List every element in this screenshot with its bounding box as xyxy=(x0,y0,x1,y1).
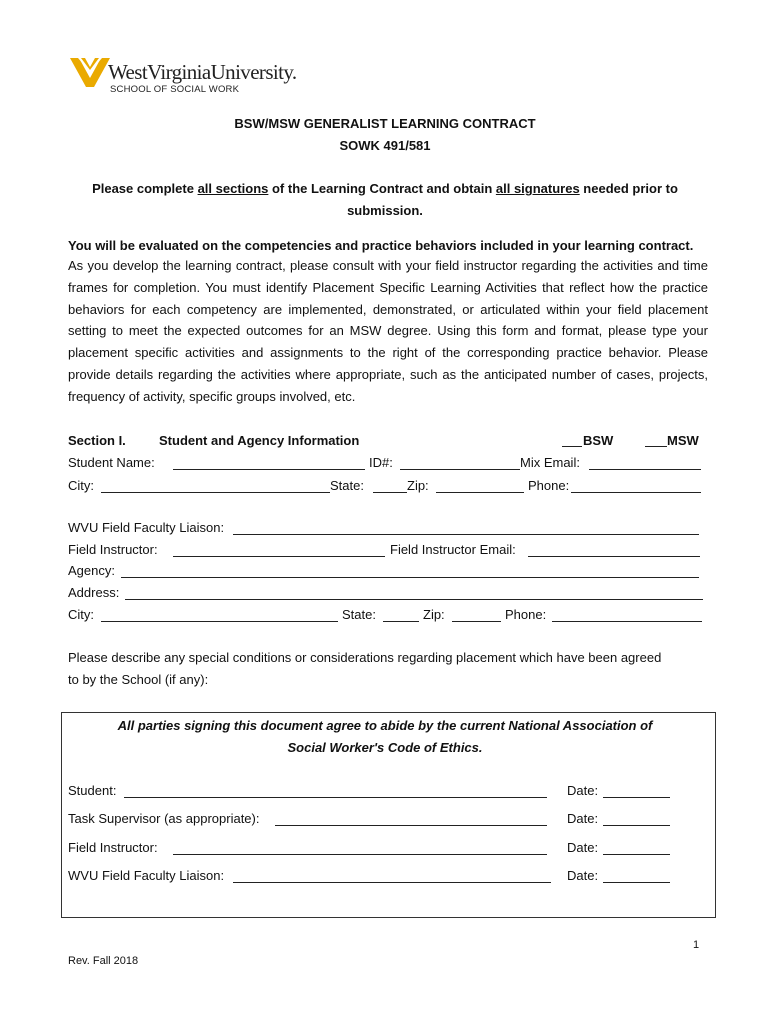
task-supervisor-signature-field[interactable] xyxy=(275,825,547,826)
student-signature-label: Student: xyxy=(68,783,117,798)
field-instructor-field[interactable] xyxy=(173,556,385,557)
agency-field[interactable] xyxy=(121,577,699,578)
field-instructor-date-field[interactable] xyxy=(603,854,670,855)
mix-email-field[interactable] xyxy=(589,469,701,470)
field-instructor-signature-label: Field Instructor: xyxy=(68,840,158,855)
special-conditions-line1: Please describe any special conditions or considerations regarding placement which have been agreed xyxy=(68,650,662,665)
field-instructor-date-label: Date: xyxy=(567,840,599,855)
school-name: SCHOOL OF SOCIAL WORK xyxy=(110,84,240,95)
evaluation-note: You will be evaluated on the competencies and practice behaviors included in your learning contract. xyxy=(68,238,694,253)
agency-state-field[interactable] xyxy=(383,621,419,622)
liaison-label: WVU Field Faculty Liaison: xyxy=(68,520,225,535)
bsw-label: BSW xyxy=(583,433,614,448)
task-supervisor-date-label: Date: xyxy=(567,811,599,826)
ethics-statement-line2: Social Worker's Code of Ethics. xyxy=(287,740,483,755)
special-conditions-line2: to by the School (if any): xyxy=(68,672,209,687)
phone-field[interactable] xyxy=(571,492,701,493)
section-heading: Student and Agency Information xyxy=(159,433,360,448)
agency-state-label: State: xyxy=(342,607,376,622)
liaison-signature-label: WVU Field Faculty Liaison: xyxy=(68,868,225,883)
liaison-date-field[interactable] xyxy=(603,882,670,883)
agency-city-label: City: xyxy=(68,607,94,622)
fi-email-field[interactable] xyxy=(528,556,700,557)
student-date-label: Date: xyxy=(567,783,599,798)
student-name-field[interactable] xyxy=(173,469,365,470)
agency-phone-field[interactable] xyxy=(552,621,702,622)
agency-zip-label: Zip: xyxy=(423,607,445,622)
bsw-checkbox-line[interactable] xyxy=(562,446,582,447)
agency-label: Agency: xyxy=(68,563,115,578)
student-signature-field[interactable] xyxy=(124,797,547,798)
fi-email-label: Field Instructor Email: xyxy=(390,542,516,557)
address-label: Address: xyxy=(68,585,120,600)
task-supervisor-label: Task Supervisor (as appropriate): xyxy=(68,811,260,826)
field-instructor-signature-field[interactable] xyxy=(173,854,547,855)
phone-label: Phone: xyxy=(528,478,570,493)
course-code: SOWK 491/581 xyxy=(339,138,431,153)
id-label: ID#: xyxy=(369,455,393,470)
university-name: WestVirginiaUniversity. xyxy=(108,60,297,84)
task-supervisor-date-field[interactable] xyxy=(603,825,670,826)
agency-city-field[interactable] xyxy=(101,621,338,622)
agency-zip-field[interactable] xyxy=(452,621,501,622)
zip-field[interactable] xyxy=(436,492,524,493)
id-field[interactable] xyxy=(400,469,520,470)
revision-label: Rev. Fall 2018 xyxy=(68,955,139,967)
liaison-signature-field[interactable] xyxy=(233,882,551,883)
instruction-line-2: submission. xyxy=(347,203,423,218)
field-instructor-label: Field Instructor: xyxy=(68,542,158,557)
msw-checkbox-line[interactable] xyxy=(645,446,667,447)
document-title: BSW/MSW GENERALIST LEARNING CONTRACT xyxy=(234,116,536,131)
instruction-line: Please complete all sections of the Learning Contract and obtain all signatures needed prior to xyxy=(92,181,678,196)
instructions-paragraph: As you develop the learning contract, please consult with your field instructor regarding the activities and time frames for completion. You must identify Placement Specific Learning Activities that reflect how the practice behaviors for each competency are implemented, demonstrated, or articulated within your field placement setting to meet the expected outcomes for an MSW degree. Using this form and format, please type your placement specific activities and assignments to the right of the corresponding practice behavior. Please provide details regarding the activities where appropriate, such as the anticipated number of cases, projects, frequency of activity, specific groups involved, etc. xyxy=(68,258,708,404)
wvu-logo-icon xyxy=(70,56,110,88)
page-number: 1 xyxy=(693,939,700,951)
liaison-field[interactable] xyxy=(233,534,699,535)
state-label: State: xyxy=(330,478,364,493)
state-field[interactable] xyxy=(373,492,407,493)
student-name-label: Student Name: xyxy=(68,455,155,470)
student-date-field[interactable] xyxy=(603,797,670,798)
agency-phone-label: Phone: xyxy=(505,607,547,622)
ethics-statement-line1: All parties signing this document agree to abide by the current National Association of xyxy=(117,718,653,733)
zip-label: Zip: xyxy=(407,478,429,493)
section-label: Section I. xyxy=(68,433,126,448)
city-label: City: xyxy=(68,478,94,493)
mix-email-label: Mix Email: xyxy=(520,455,580,470)
city-field[interactable] xyxy=(101,492,330,493)
liaison-date-label: Date: xyxy=(567,868,599,883)
address-field[interactable] xyxy=(125,599,703,600)
msw-label: MSW xyxy=(667,433,699,448)
